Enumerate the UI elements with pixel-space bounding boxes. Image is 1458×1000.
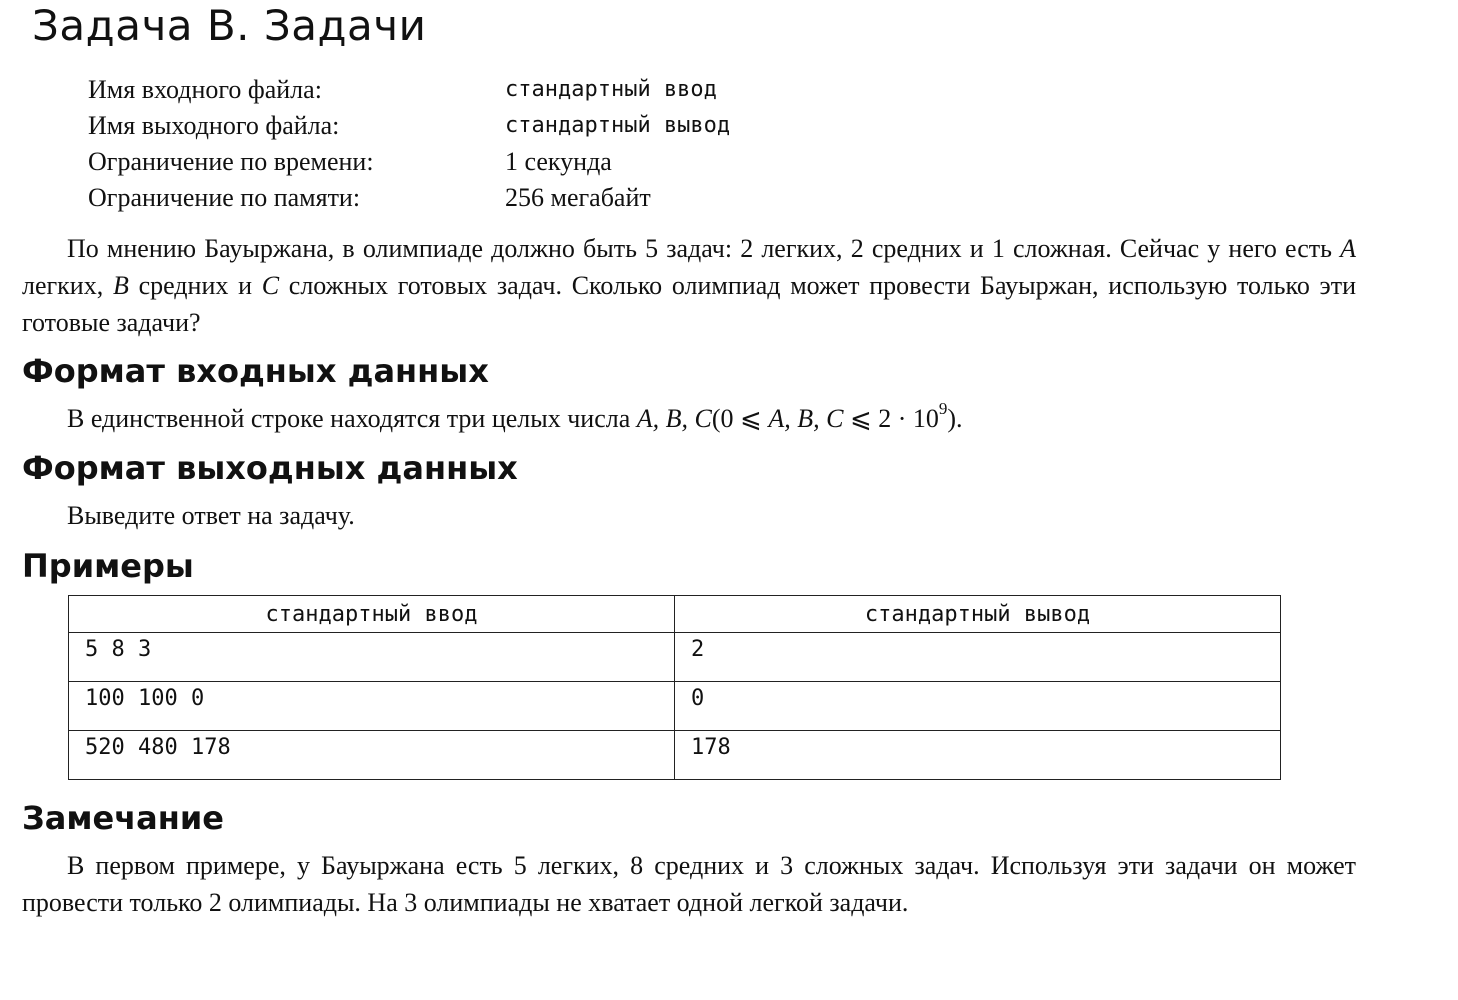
example-input: 520 480 178 [69,731,675,780]
limit-label: Имя входного файла: [88,75,322,104]
input-format-body: В единственной строке находятся три целых числа [67,404,637,433]
math-exponent: 9 [938,399,948,419]
table-row [69,633,1281,682]
math-var-b: B [112,271,129,300]
output-format-heading: Формат выходных данных [22,449,518,487]
math-var-a: A [1340,234,1356,263]
limit-row-input-file [88,72,730,108]
column-header-output: стандартный вывод [675,596,1281,633]
example-output: 2 [675,633,1281,682]
note-heading: Замечание [22,799,224,837]
statement-text: сложных готовых задач. Сколько олимпиад может провести Бауыржан, использую только эти готовые задачи? [22,271,1356,337]
input-format-text [22,400,1356,437]
example-output: 0 [675,682,1281,731]
table-row [69,682,1281,731]
math-var-c: C [261,271,280,300]
table-row [69,731,1281,780]
input-format-heading: Формат входных данных [22,352,489,390]
statement-text: средних и [128,271,262,300]
limit-value: 1 секунда [505,147,612,176]
problem-limits [88,72,730,216]
limit-value: стандартный ввод [505,77,717,102]
example-input: 5 8 3 [69,633,675,682]
examples-table [68,595,1281,780]
problem-statement [22,230,1356,341]
limit-label: Ограничение по памяти: [88,183,361,212]
math-vars: A, B, C [768,404,844,433]
limit-row-memory [88,180,730,216]
math-open: (0 ⩽ [711,404,769,433]
problem-title: Задача B. Задачи [32,1,427,50]
limit-row-time [88,144,730,180]
limit-label: Ограничение по времени: [88,147,374,176]
limit-value: 256 мегабайт [505,183,651,212]
math-relation: ⩽ 2 · 10 [843,404,939,433]
example-output: 178 [675,731,1281,780]
note-text: В первом примере, у Бауыржана есть 5 легких, 8 средних и 3 сложных задач. Используя эти задачи он может провести только 2 олимпиады. На 3 олимпиады не хватает одной легкой задачи. [22,851,1356,917]
statement-text: По мнению Бауыржана, в олимпиаде должно быть 5 задач: 2 легких, 2 средних и 1 сложная. Сейчас у него есть [67,234,1341,263]
limit-value: стандартный вывод [505,113,731,138]
limit-label: Имя выходного файла: [88,111,340,140]
column-header-input: стандартный ввод [69,596,675,633]
math-vars: A, B, C [636,404,712,433]
example-input: 100 100 0 [69,682,675,731]
examples-header-row [69,596,1281,633]
limit-row-output-file [88,108,730,144]
statement-text: легких, [22,271,113,300]
examples-heading: Примеры [22,547,194,585]
output-format-text: Выведите ответ на задачу. [67,501,355,530]
math-close: ). [947,404,963,433]
